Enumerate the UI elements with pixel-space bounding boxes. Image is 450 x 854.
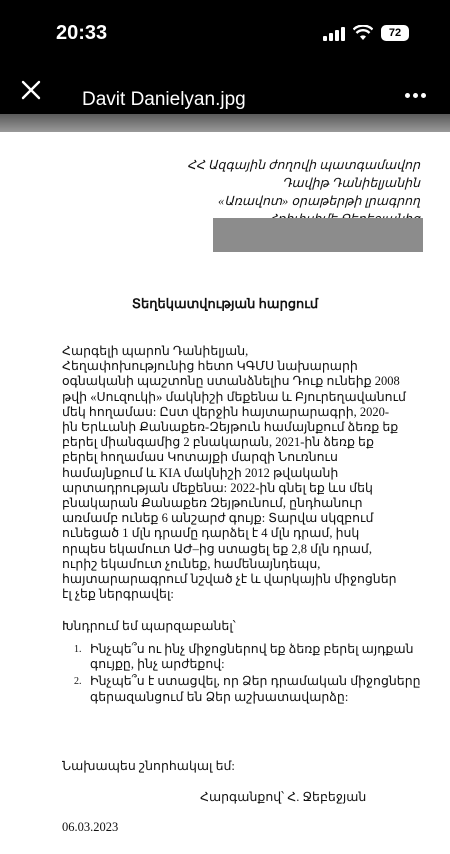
document-image[interactable] <box>0 132 450 854</box>
body-line: ուրիշ եկամուտ չունեք, համենայնդեպս, <box>62 556 321 571</box>
file-name: Davit Danielyan.jpg <box>82 89 246 110</box>
body-line: ունեցած 1 մլն դրամը դարձել է 4 մլն դրամ, իսկ <box>62 526 360 541</box>
letter-body <box>62 344 422 602</box>
body-line: էլ չեք ներգրավել: <box>62 587 174 602</box>
question-number: 2. <box>74 676 82 688</box>
battery-indicator: 72 <box>381 25 409 41</box>
wifi-icon <box>353 25 373 41</box>
header-line: «Առավոտ» օրաթերթի լրագրող <box>217 194 420 208</box>
body-line: Հեղափոխությունից հետո ԿԳՄՍ նախարարի <box>62 359 358 374</box>
clock: 20:33 <box>56 22 108 44</box>
body-line: ին Երևանի Քանաքեռ-Զեյթուն համայնքում ձեռք եք <box>62 420 399 435</box>
body-line: օգնականի պաշտոնը ստանձնելիս Դուք ունեիք 2008 <box>62 374 400 389</box>
question-list <box>74 642 424 707</box>
header-line: Դավիթ Դանիելյանին <box>282 176 420 190</box>
status-bar <box>0 0 450 66</box>
body-line: Հարգելի պարոն Դանիելյան, <box>62 344 249 358</box>
close-icon[interactable] <box>18 77 44 103</box>
body-line: բերել միանգամից 2 բնակարան, 2021-ին ձեռք եք <box>62 435 374 450</box>
thanks-line: Նախապես շնորհակալ եմ: <box>62 759 235 773</box>
viewer-shadow <box>0 114 450 132</box>
header-line: ՀՀ Ազգային ժողովի պատգամավոր <box>186 158 420 172</box>
body-line: հայտարարագրում նշված չէ և վարկային միջոցներ <box>62 572 397 587</box>
cellular-signal-icon <box>323 27 345 41</box>
redacted-block <box>213 218 423 252</box>
body-line: թվի «Սուզուկի» մակնիշի մեքենա և Բյուրեղավանում <box>62 389 406 404</box>
request-line: Խնդրում եմ պարզաբանել՝ <box>62 619 236 633</box>
body-line: որպես եկամուտ ԱԺ–ից ստացել եք 2,8 մլն դրամ, <box>62 541 372 556</box>
body-line: բերել հողամաս Կոտայքի մարզի Նուռնուս <box>62 450 338 465</box>
body-line: առմամբ ունեք 6 անշարժ գույք: Տարվա սկզբում <box>62 511 374 526</box>
letter-date: 06.03.2023 <box>62 820 119 834</box>
question-text: Ինչպե՞ս է ստացվել, որ Ձեր դրամական միջոցները գերազանցում են Ձեր աշխատավարձը: <box>90 674 421 704</box>
question-item <box>74 674 424 704</box>
body-line: արտադրության մեքենա: 2022-ին գնել եք ևս մեկ <box>62 480 373 495</box>
body-line: բնակարան Քանաքեռ Զեյթունում, ընդհանուր <box>62 496 363 511</box>
signature-line: Հարգանքով՝ Հ. Ջեբեջյան <box>200 790 367 804</box>
question-item <box>74 642 424 672</box>
app-bar <box>0 66 450 114</box>
more-options-icon[interactable] <box>404 86 428 104</box>
body-line: համայնքում և KIA մակնիշի 2012 թվականի <box>62 465 339 480</box>
question-text: Ինչպե՞ս ու ինչ միջոցներով եք ձեռք բերել այդքան գույքը, ինչ արժեքով: <box>90 642 414 672</box>
letter-title: Տեղեկատվության հարցում <box>131 296 319 311</box>
body-line: մեկ հողամաս: Ըստ վերջին հայտարարագրի, 2020- <box>62 404 390 419</box>
question-number: 1. <box>74 644 82 655</box>
